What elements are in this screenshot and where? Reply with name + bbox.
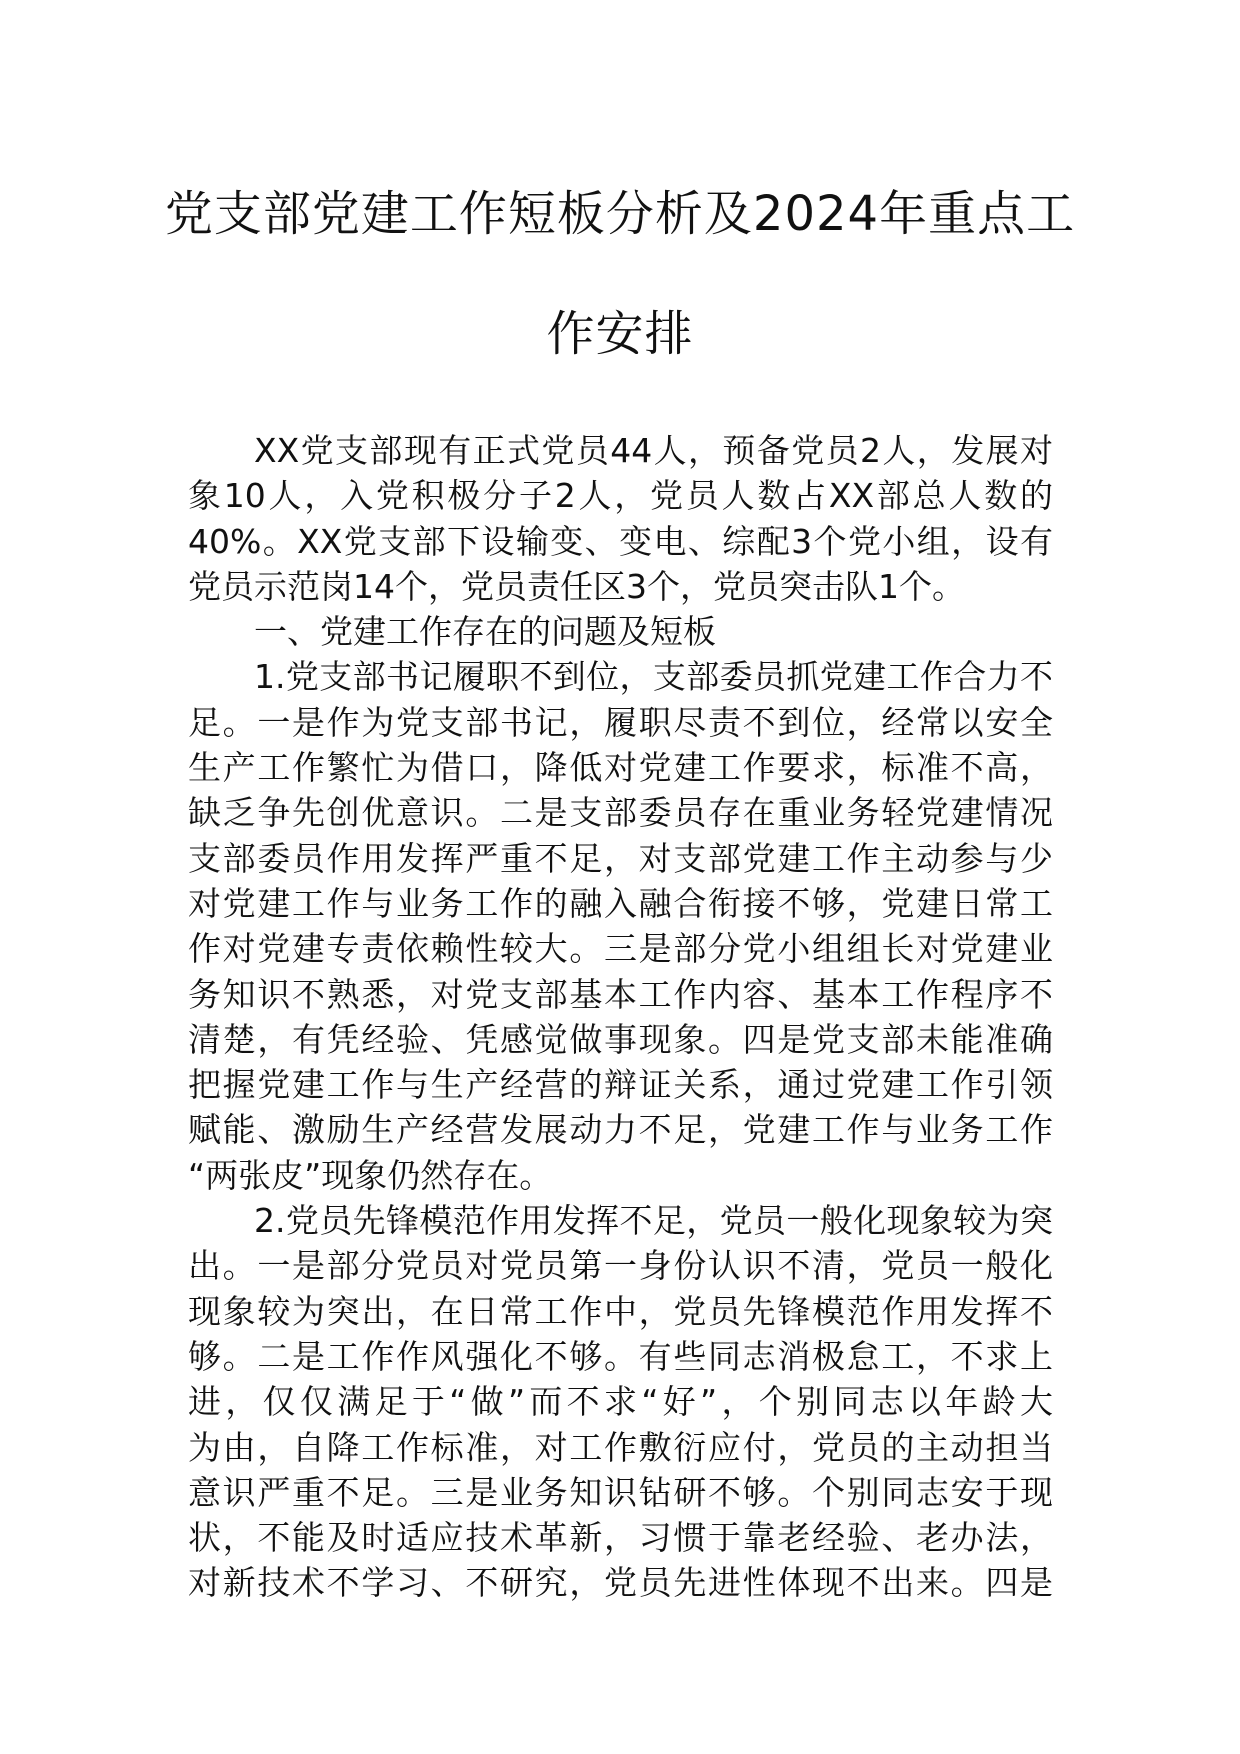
text-line: 足。一是作为党支部书记，履职尽责不到位，经常以安全 bbox=[188, 702, 1053, 742]
text-line: 40%。XX党支部下设输变、变电、综配3个党小组，设有 bbox=[188, 521, 1053, 561]
text-line: 对新技术不学习、不研究，党员先进性体现不出来。四是 bbox=[188, 1563, 1053, 1603]
document-title-line-2: 作安排 bbox=[546, 306, 694, 362]
text-line: “两张皮”现象仍然存在。 bbox=[188, 1155, 553, 1195]
text-line: 2.党员先锋模范作用发挥不足，党员一般化现象较为突 bbox=[254, 1201, 1053, 1241]
text-line: 支部委员作用发挥严重不足，对支部党建工作主动参与少 bbox=[188, 838, 1053, 878]
document-body bbox=[188, 428, 1053, 1606]
text-line: 够。二是工作作风强化不够。有些同志消极怠工，不求上 bbox=[188, 1336, 1053, 1376]
text-line: 为由，自降工作标准，对工作敷衍应付，党员的主动担当 bbox=[188, 1427, 1053, 1467]
text-line: 缺乏争先创优意识。二是支部委员存在重业务轻党建情况 bbox=[188, 793, 1053, 833]
text-line: 对党建工作与业务工作的融入融合衔接不够，党建日常工 bbox=[188, 883, 1053, 923]
text-line: 党员示范岗14个，党员责任区3个，党员突击队1个。 bbox=[188, 566, 965, 606]
text-line: 进，仅仅满足于“做”而不求“好”，个别同志以年龄大 bbox=[188, 1382, 1053, 1422]
text-line: 状，不能及时适应技术革新，习惯于靠老经验、老办法， bbox=[188, 1518, 1053, 1558]
text-line: 生产工作繁忙为借口，降低对党建工作要求，标准不高， bbox=[188, 748, 1053, 788]
text-line: 务知识不熟悉，对党支部基本工作内容、基本工作程序不 bbox=[188, 974, 1053, 1014]
text-line: 赋能、激励生产经营发展动力不足，党建工作与业务工作 bbox=[188, 1110, 1053, 1150]
text-line: 清楚，有凭经验、凭感觉做事现象。四是党支部未能准确 bbox=[188, 1019, 1053, 1059]
text-line: XX党支部现有正式党员44人，预备党员2人，发展对 bbox=[254, 431, 1053, 470]
document-title-line-1: 党支部党建工作短板分析及2024年重点工 bbox=[164, 186, 1076, 242]
text-line: 一、党建工作存在的问题及短板 bbox=[254, 612, 716, 652]
text-line: 意识严重不足。三是业务知识钻研不够。个别同志安于现 bbox=[188, 1472, 1053, 1512]
text-line: 象10人，入党积极分子2人，党员人数占XX部总人数的 bbox=[188, 476, 1053, 516]
text-line: 现象较为突出，在日常工作中，党员先锋模范作用发挥不 bbox=[188, 1291, 1053, 1331]
text-line: 出。一是部分党员对党员第一身份认识不清，党员一般化 bbox=[188, 1246, 1053, 1286]
text-line: 作对党建专责依赖性较大。三是部分党小组组长对党建业 bbox=[188, 929, 1053, 969]
text-line: 把握党建工作与生产经营的辩证关系，通过党建工作引领 bbox=[188, 1065, 1053, 1105]
text-line: 1.党支部书记履职不到位，支部委员抓党建工作合力不 bbox=[254, 657, 1053, 697]
